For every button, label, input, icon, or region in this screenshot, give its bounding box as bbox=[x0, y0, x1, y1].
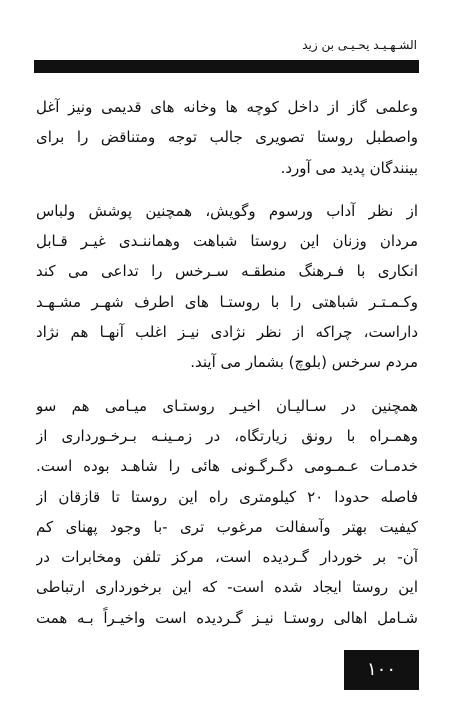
body-text bbox=[36, 92, 418, 646]
header-rule bbox=[34, 60, 419, 73]
text-line: همچنین در سـالیـان اخیـر روستـای میـامی هم سو bbox=[36, 396, 418, 415]
text-line: مردان وزنان این روستا شباهت وهماننـدی غیـر قـابل bbox=[36, 232, 418, 251]
paragraph-1 bbox=[36, 92, 418, 183]
paragraph-2 bbox=[36, 196, 418, 378]
text-line: این روستا ایجاد شده است- که این برخورداری ارتباطی bbox=[36, 578, 418, 597]
text-line: از نظر آداب ورسوم وگویش، همچنین پوشش ولباس bbox=[36, 201, 418, 220]
text-line: کیفیت بهتر وآسفالت مرغوب تری -با وجود پهنای کم bbox=[36, 517, 418, 536]
running-head: الشـهـيـد يحـيـى بن زيد bbox=[302, 38, 417, 52]
text-line: شـامل اهالی روستـا نیـز گـردیده است واخیـراً بـه همت bbox=[36, 608, 418, 627]
text-line: واصطبل روستا تصویری جالب توجه ومتناقض را برای bbox=[36, 128, 418, 147]
text-line: فاصله حدودا ۲۰ کیلومتری راه این روستا تا قازقان از bbox=[36, 487, 418, 506]
text-line: مردم سرخس (بلوچ) بشمار می آیند. bbox=[190, 353, 418, 372]
text-line: آن- بر خوردار گـردیده است، مرکز تلفن ومخابرات در bbox=[36, 548, 418, 567]
text-line: وهمـراه با رونق زیارتگاه، در زمـینـه بـرخـورداری از bbox=[36, 426, 418, 445]
text-line: خدمـات عـمـومی دگـرگـونی هائی را شاهـد بوده است. bbox=[36, 457, 418, 476]
paragraph-3 bbox=[36, 391, 418, 633]
text-line: وعلمی گاز از داخل کوچه ها وخانه های قدیمی ونیز آغل bbox=[36, 98, 418, 116]
text-line: وکـمـتـر شباهتی را با روستـا های اطرف شهـر مشـهـد bbox=[36, 292, 418, 311]
page-number: ۱۰۰ bbox=[344, 650, 419, 690]
text-line: داراست، چراکه از نظر نژادی نیـز اغلب آنهـا هم نژاد bbox=[36, 323, 418, 342]
text-line: بینندگان پدید می آورد. bbox=[280, 158, 418, 177]
text-line: انکاری با فـرهنگ منطقـه سـرخس را تداعی می کند bbox=[36, 262, 418, 281]
